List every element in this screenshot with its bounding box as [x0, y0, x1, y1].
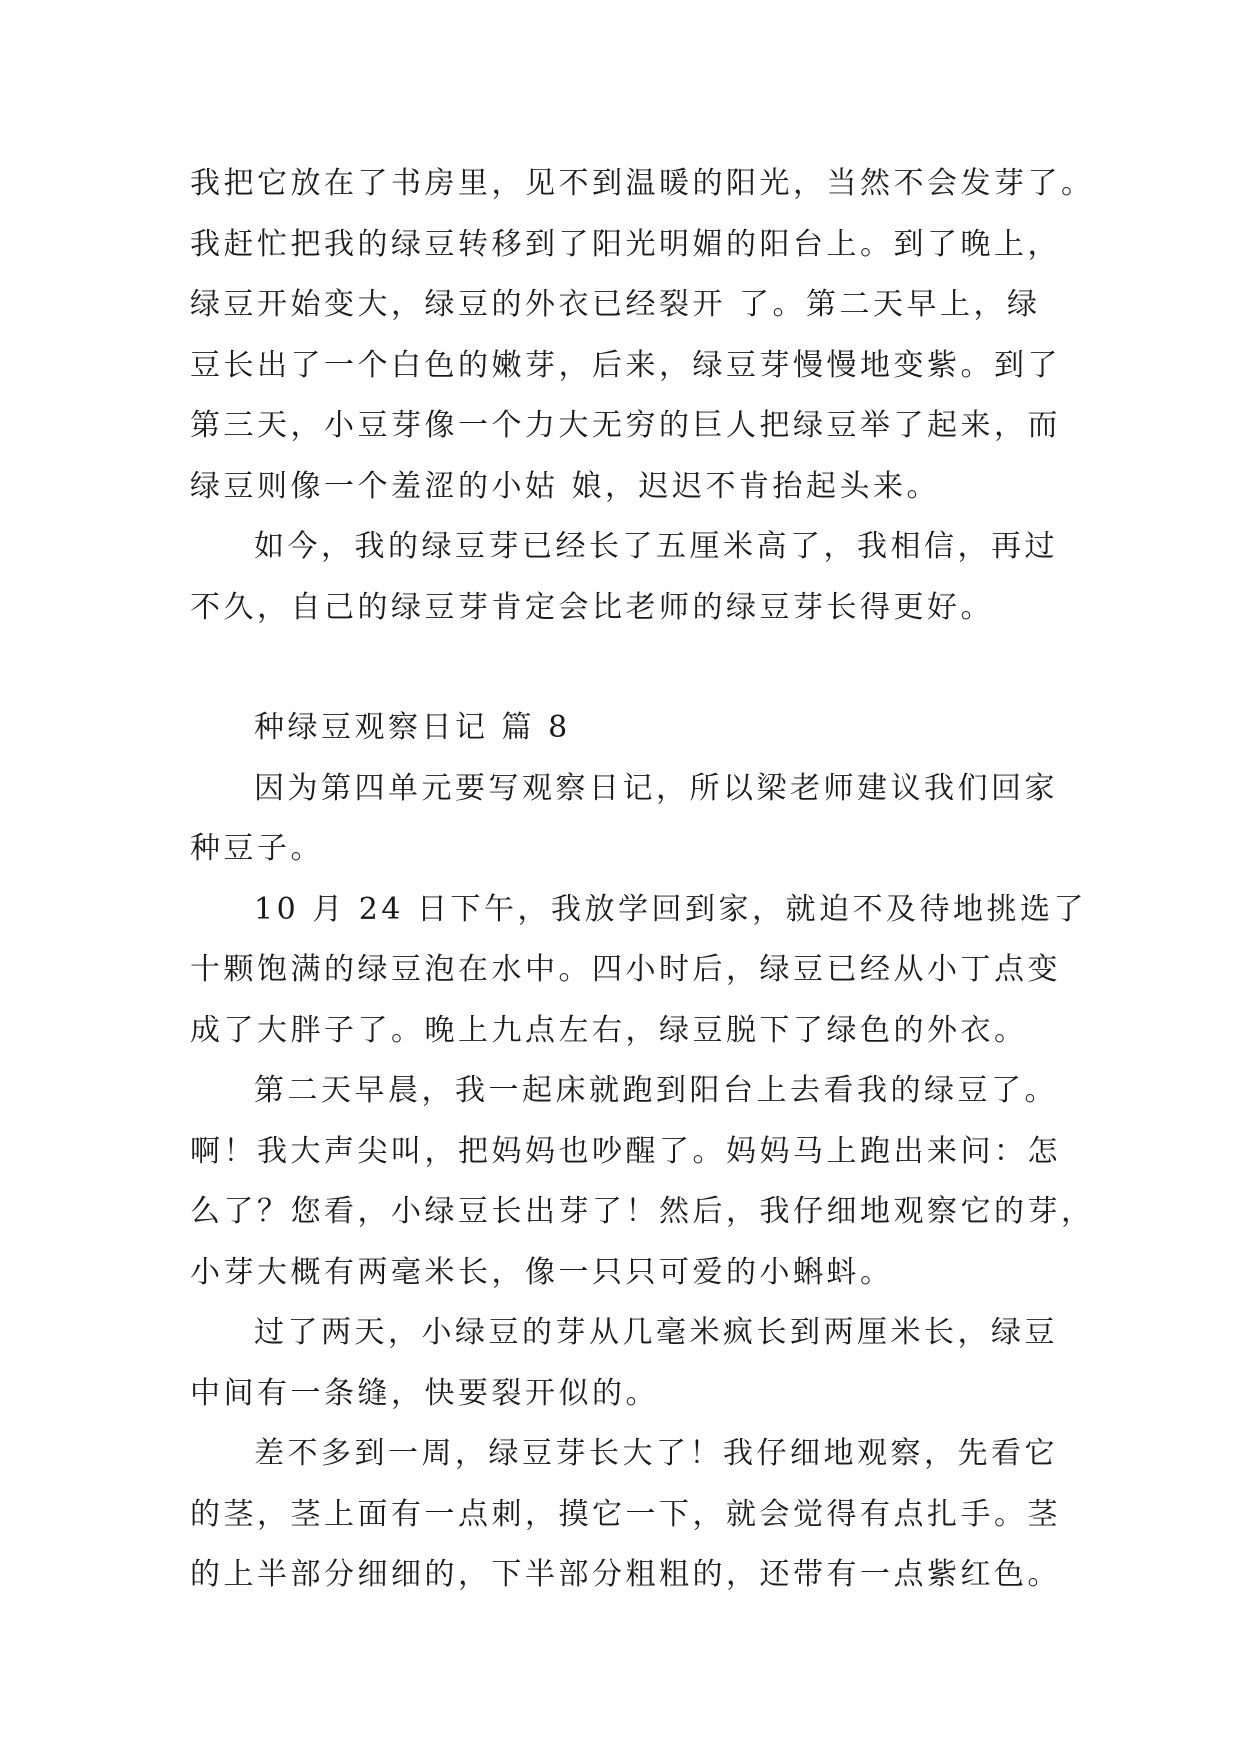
paragraph: [190, 1061, 1095, 1303]
paragraph: [190, 1303, 1080, 1424]
text-line: 绿豆则像一个羞涩的小姑 娘，迟迟不肯抬起头来。: [190, 468, 941, 504]
text-line: 成了大胖子了。晚上九点左右，绿豆脱下了绿色的外衣。: [190, 1012, 1028, 1048]
text-line: 中间有一条缝，快要裂开似的。: [190, 1375, 659, 1411]
text-line: 第二天早晨，我一起床就跑到阳台上去看我的绿豆了。: [254, 1073, 1058, 1108]
text-line: 绿豆开始变大，绿豆的外衣已经裂开 了。第二天早上，绿: [190, 287, 1041, 322]
text-line: 10 月 24 日下午，我放学回到家，就迫不及待地挑选了: [254, 891, 1087, 927]
paragraph: [190, 759, 1080, 880]
text-line: 的茎，茎上面有一点刺，摸它一下，就会觉得有点扎手。茎: [190, 1496, 1061, 1532]
text-line: 么了？您看，小绿豆长出芽了！然后，我仔细地观察它的芽，: [190, 1194, 1095, 1229]
paragraph: [190, 880, 1087, 1062]
text-line: 我赶忙把我的绿豆转移到了阳光明媚的阳台上。到了晚上，: [190, 226, 1061, 262]
text-line: 十颗饱满的绿豆泡在水中。四小时后，绿豆已经从小丁点变: [190, 952, 1061, 987]
text-line: 过了两天，小绿豆的芽从几毫米疯长到两厘米长，绿豆: [254, 1315, 1058, 1350]
text-line: 第三天，小豆芽像一个力大无穷的巨人把绿豆举了起来，而: [190, 408, 1061, 443]
text-line: 种豆子。: [190, 831, 324, 866]
paragraph: [190, 517, 1080, 638]
spacer: [190, 638, 1080, 698]
text-line: 啊！我大声尖叫，把妈妈也吵醒了。妈妈马上跑出来问：怎: [190, 1133, 1061, 1169]
text-line: 小芽大概有两毫米长，像一只只可爱的小蝌蚪。: [190, 1254, 894, 1290]
text-line: 的上半部分细细的，下半部分粗粗的，还带有一点紫红色。: [190, 1557, 1061, 1592]
paragraph: [190, 154, 1095, 517]
document-body: [190, 154, 1095, 1606]
text-line: 如今，我的绿豆芽已经长了五厘米高了，我相信，再过: [254, 529, 1058, 564]
text-line: 差不多到一周，绿豆芽长大了！我仔细地观察，先看它: [254, 1436, 1058, 1471]
paragraph: [190, 1424, 1080, 1606]
text-line: 不久，自己的绿豆芽肯定会比老师的绿豆芽长得更好。: [190, 589, 994, 625]
text-line: 豆长出了一个白色的嫩芽，后来，绿豆芽慢慢地变紫。到了: [190, 347, 1061, 383]
text-line: 因为第四单元要写观察日记，所以梁老师建议我们回家: [254, 770, 1058, 806]
section-heading: 种绿豆观察日记 篇 8: [254, 710, 571, 745]
text-line: 我把它放在了书房里，见不到温暖的阳光，当然不会发芽了。: [190, 166, 1095, 201]
